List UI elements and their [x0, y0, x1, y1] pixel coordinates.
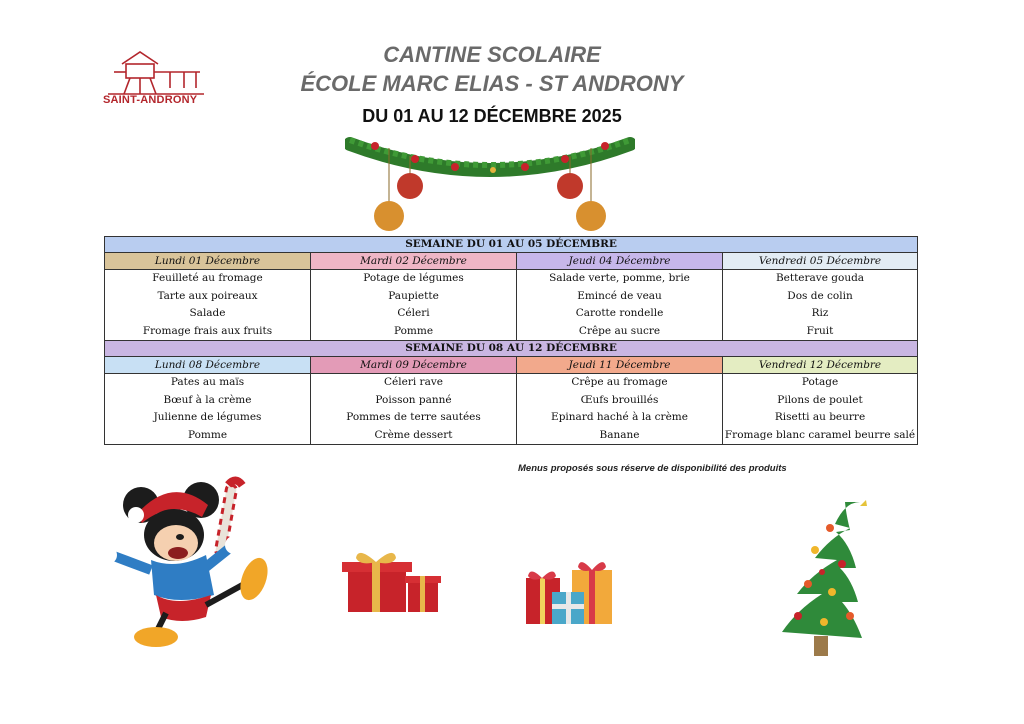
menu-cell: Pates au maïs [105, 374, 311, 392]
day-header: Vendredi 05 Décembre [723, 253, 918, 270]
menu-cell: Fromage frais aux fruits [105, 323, 311, 341]
menu-cell: Pommes de terre sautées [311, 409, 517, 427]
menu-cell: Paupiette [311, 288, 517, 306]
table-row [105, 288, 918, 306]
school-name: ÉCOLE MARC ELIAS - ST ANDRONY [300, 71, 684, 96]
menu-cell: Riz [723, 305, 918, 323]
date-range: DU 01 AU 12 DÉCEMBRE 2025 [362, 106, 622, 126]
menu-cell: Crêpe au fromage [517, 374, 723, 392]
menu-cell: Carotte rondelle [517, 305, 723, 323]
table-row [105, 305, 918, 323]
day-header: Mardi 09 Décembre [311, 357, 517, 374]
table-row [105, 409, 918, 427]
table-row [105, 323, 918, 341]
week-1-title: SEMAINE DU 01 AU 05 DÉCEMBRE [105, 237, 918, 253]
day-header: Jeudi 04 Décembre [517, 253, 723, 270]
page-title: CANTINE SCOLAIRE [383, 42, 601, 67]
christmas-garland-icon [345, 126, 635, 236]
gift-box-icon [342, 548, 442, 616]
gift-boxes-icon [522, 556, 618, 628]
menu-cell: Dos de colin [723, 288, 918, 306]
menu-cell: Œufs brouillés [517, 392, 723, 410]
menu-cell: Tarte aux poireaux [105, 288, 311, 306]
menu-table [104, 236, 918, 445]
menu-cell: Crème dessert [311, 427, 517, 445]
menu-cell: Poisson panné [311, 392, 517, 410]
table-row [105, 374, 918, 392]
menu-cell: Fruit [723, 323, 918, 341]
logo-text: SAINT-ANDRONY [103, 94, 198, 106]
menu-cell: Potage de légumes [311, 270, 517, 288]
menu-cell: Céleri [311, 305, 517, 323]
day-header: Jeudi 11 Décembre [517, 357, 723, 374]
menu-cell: Julienne de légumes [105, 409, 311, 427]
menu-cell: Bœuf à la crème [105, 392, 311, 410]
menu-cell: Pomme [105, 427, 311, 445]
day-header: Lundi 01 Décembre [105, 253, 311, 270]
christmas-tree-icon [770, 488, 870, 660]
menu-cell: Potage [723, 374, 918, 392]
menu-cell: Feuilleté au fromage [105, 270, 311, 288]
menu-cell: Céleri rave [311, 374, 517, 392]
menu-cell: Pilons de poulet [723, 392, 918, 410]
menu-cell: Emincé de veau [517, 288, 723, 306]
menu-cell: Pomme [311, 323, 517, 341]
menu-cell: Risetti au beurre [723, 409, 918, 427]
menu-cell: Salade verte, pomme, brie [517, 270, 723, 288]
table-row [105, 392, 918, 410]
day-header: Vendredi 12 Décembre [723, 357, 918, 374]
table-row [105, 270, 918, 288]
menu-cell: Crêpe au sucre [517, 323, 723, 341]
day-header: Lundi 08 Décembre [105, 357, 311, 374]
menu-cell: Betterave gouda [723, 270, 918, 288]
availability-note: Menus proposés sous réserve de disponibilité des produits [518, 463, 787, 474]
menu-cell: Fromage blanc caramel beurre salé [723, 427, 918, 445]
week-2-title: SEMAINE DU 08 AU 12 DÉCEMBRE [105, 341, 918, 357]
table-row [105, 427, 918, 445]
menu-cell: Epinard haché à la crème [517, 409, 723, 427]
mickey-icon [96, 475, 271, 655]
day-header: Mardi 02 Décembre [311, 253, 517, 270]
menu-cell: Salade [105, 305, 311, 323]
menu-cell: Banane [517, 427, 723, 445]
